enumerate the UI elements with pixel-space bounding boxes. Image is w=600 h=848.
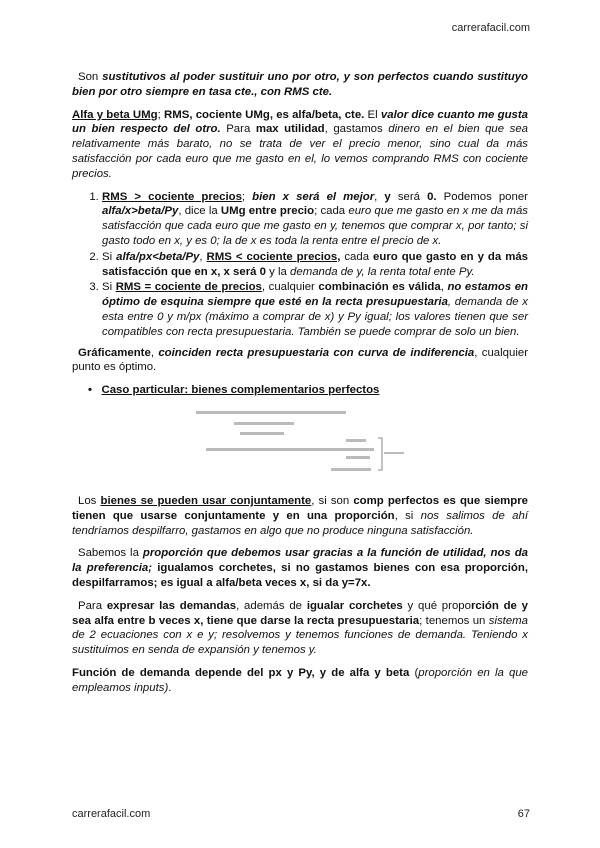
text: , cualquier — [261, 281, 319, 294]
paragraph-complementarios — [72, 494, 528, 538]
text: , si son — [311, 494, 354, 507]
text: demanda de y, la renta total ente Py. — [290, 265, 475, 278]
text: , además de — [236, 599, 307, 612]
text: expresar las demandas — [106, 599, 237, 612]
text: RMS = cociente de precios — [115, 281, 262, 294]
text: Podemos poner — [436, 190, 528, 203]
text: . — [168, 681, 172, 694]
formula-line — [206, 448, 374, 451]
formula-line — [384, 452, 404, 454]
text: sistema de 2 ecuaciones con x e y; resolvemos y tenemos funciones de demanda. Teniendo x sustituimos en senda de expansión y tenemos y. — [72, 614, 528, 657]
text: igualamos corchetes, si no gastamos bienes con esa proporción, despilfarramos; es igual a alfa/beta veces x, si da y=7x. — [72, 562, 528, 589]
text: Alfa y beta UMg — [72, 108, 158, 121]
paragraph-sustitutivos — [72, 70, 528, 100]
section-bullet — [88, 383, 528, 398]
text: UMg entre precio — [220, 205, 315, 218]
bullet-icon: • — [88, 384, 92, 397]
formula-line — [331, 468, 371, 471]
text: Gráficamente — [78, 346, 151, 359]
section-title: Caso particular: bienes complementarios perfectos — [101, 384, 380, 397]
text: proporción que debemos usar gracias a la función de utilidad, nos da la preferencia; — [72, 547, 528, 575]
page-number: 67 — [517, 808, 530, 820]
text: bien x será el mejor — [252, 190, 375, 203]
text: combinación es válida — [318, 281, 441, 294]
paragraph-alfa-beta — [72, 108, 528, 182]
text: proporción en la que empleamos inputs) — [72, 666, 528, 694]
text: cada — [340, 250, 374, 263]
footer-site: carrerafacil.com — [72, 808, 151, 820]
formula-line — [346, 456, 370, 459]
list-item — [102, 280, 528, 339]
paragraph-funcion-demanda — [72, 666, 528, 696]
text: alfa/px<beta/Py — [116, 250, 200, 263]
text: RMS < cociente precios, — [206, 250, 341, 263]
text: ; — [157, 108, 165, 121]
text: RMS, cociente UMg, es alfa/beta, cte. — [164, 108, 365, 121]
text: igualar corchetes — [306, 599, 403, 612]
text: ; tenemos un — [419, 614, 489, 627]
text: rción de y sea alfa entre b veces x, tiene que darse la recta presupuestaria — [72, 599, 528, 627]
text: comp perfectos es que siempre tienen que usarse conjuntamente y en una proporción — [72, 494, 529, 522]
text: ( — [409, 666, 419, 679]
text: euro que me gasto en x me da más satisfacción que cada euro que me gasto en y, tenemos que comprar x, por tanto; si gasto todo en x, y es 0; la de x es toda la renta entre el precio de x. — [102, 205, 529, 247]
text: Para — [220, 123, 256, 136]
text: , — [374, 190, 385, 203]
text: no estamos en óptimo de esquina siempre que esté en la recta presupuestaria — [102, 281, 528, 309]
page-content — [72, 70, 528, 704]
formula-line — [234, 422, 294, 425]
text: Si — [102, 281, 116, 294]
text: ; cada — [314, 205, 349, 218]
text: ; — [241, 190, 253, 203]
formula-line — [346, 439, 366, 442]
text: alfa/x>beta/Py — [102, 205, 179, 218]
text: nos salimos de ahí tendríamos despilfarro, gastamos en algo que no produce ninguna satisfacción. — [72, 509, 528, 537]
text: Sabemos la — [78, 547, 143, 560]
text: , si — [394, 509, 421, 522]
text: y qué propo — [402, 599, 471, 612]
text: , demanda de x esta entre 0 y m/px (máximo a comprar de x) y Py igual; los valores tienen que ser compatibles con recta presupuestaria. También se puede comprar de solo un bien. — [102, 296, 528, 338]
text: Son — [78, 71, 103, 83]
text: y la — [265, 265, 291, 278]
numbered-list — [72, 190, 528, 340]
header-site: carrerafacil.com — [451, 22, 530, 34]
text: valor dice cuanto me gusta un bien respecto del otro. — [72, 108, 528, 136]
text: , dice la — [178, 205, 221, 218]
formula-line — [196, 411, 346, 414]
text: , — [199, 250, 207, 263]
text: Para — [78, 599, 107, 612]
text: , gastamos — [324, 123, 389, 136]
formula-image — [196, 408, 426, 478]
text: Si — [102, 250, 117, 263]
paragraph-demandas — [72, 599, 528, 658]
formula-brace-icon — [378, 438, 382, 470]
text: sustitutivos al poder sustituir uno por otro, y son perfectos cuando sustituyo bien por otro siempre en tasa cte., con RMS cte. — [72, 71, 529, 98]
text: 0. — [427, 190, 437, 203]
text: será — [390, 190, 428, 203]
text: , cualquier punto es óptimo. — [72, 346, 528, 374]
text: , — [440, 281, 448, 294]
text: euro que gasto en y da más satisfacción que en x, x será 0 — [102, 250, 528, 278]
list-item — [102, 190, 528, 249]
text: dinero en el bien que sea relativamente más barato, no se trata de ver el precio menor, sino cual da más satisfacción por cada euro que me gasto en el, lo vemos comprando RMS con cociente precios. — [72, 123, 528, 180]
text: El — [364, 108, 381, 121]
text: , — [150, 346, 159, 359]
text: max utilidad — [255, 123, 325, 136]
text: coinciden recta presupuestaria con curva de indiferencia — [158, 346, 475, 359]
formula-graphic — [196, 408, 426, 478]
formula-line — [240, 432, 284, 435]
paragraph-graficamente — [72, 346, 528, 376]
text: bienes se pueden usar conjuntamente — [100, 494, 312, 507]
list-item — [102, 250, 528, 280]
text: y — [384, 190, 391, 203]
paragraph-proporcion — [72, 546, 528, 590]
text: Los — [78, 494, 101, 507]
text: Función de demanda depende del px y Py, y de alfa y beta — [72, 666, 410, 679]
text: RMS > cociente precios — [102, 190, 242, 203]
